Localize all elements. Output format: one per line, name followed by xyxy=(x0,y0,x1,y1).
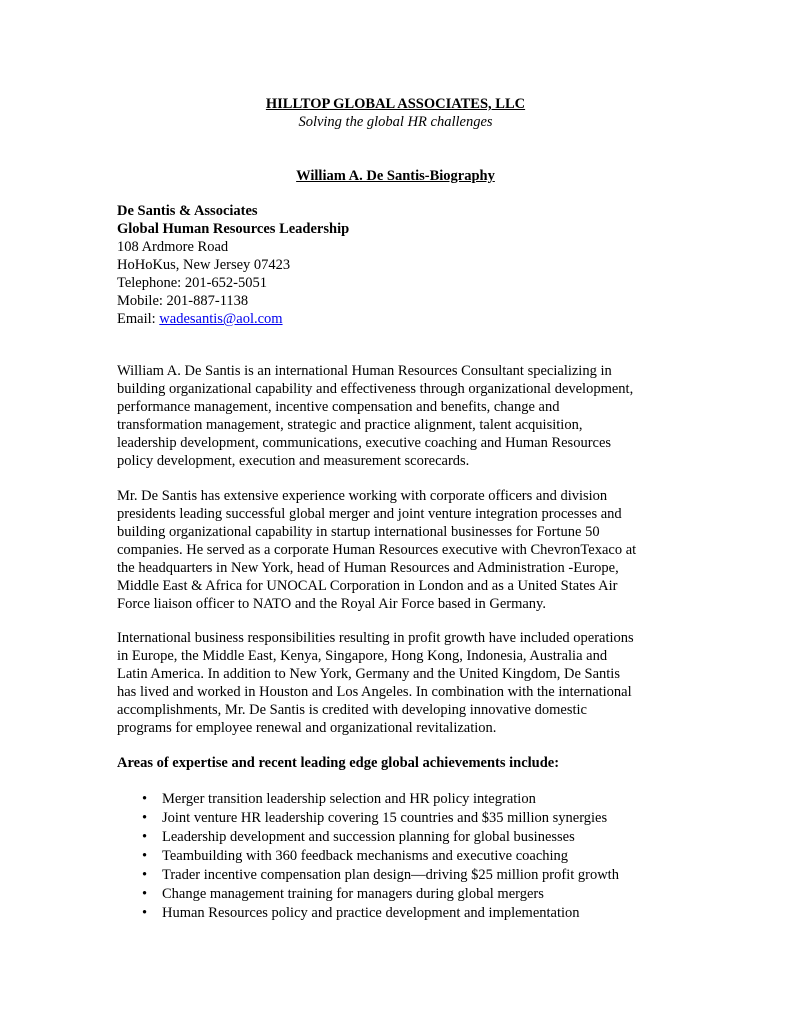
expertise-heading: Areas of expertise and recent leading edge global achievements include: xyxy=(117,755,560,771)
company-tagline: Solving the global HR challenges xyxy=(298,114,493,130)
bio-paragraph-1-line: building organizational capability and effectiveness through organizational development, xyxy=(117,381,634,397)
bio-paragraph-3-line: has lived and worked in Houston and Los Angeles. In combination with the international xyxy=(117,684,632,700)
bullet-icon: • xyxy=(142,867,148,883)
list-item xyxy=(117,809,717,828)
contact-block xyxy=(117,202,697,328)
list-item xyxy=(117,828,717,847)
list-item-text: Teambuilding with 360 feedback mechanisms and executive coaching xyxy=(162,848,569,864)
bio-paragraph-1-line: performance management, incentive compensation and benefits, change and xyxy=(117,399,560,415)
list-item xyxy=(117,885,717,904)
contact-mobile: Mobile: 201-887-1138 xyxy=(117,293,249,309)
contact-email-row xyxy=(117,310,697,328)
list-item-text: Change management training for managers during global mergers xyxy=(162,886,544,902)
bio-paragraph-3-line: programs for employee renewal and organizational revitalization. xyxy=(117,720,497,736)
bio-paragraph-1 xyxy=(117,362,697,470)
list-item-text: Human Resources policy and practice development and implementation xyxy=(162,905,580,921)
contact-email-link[interactable]: wadesantis@aol.com xyxy=(159,311,283,327)
bio-paragraph-2-line: the headquarters in New York, head of Human Resources and Administration -Europe, xyxy=(117,560,619,576)
contact-address-line2: HoHoKus, New Jersey 07423 xyxy=(117,257,291,273)
expertise-list xyxy=(117,790,717,923)
bio-paragraph-3-line: International business responsibilities resulting in profit growth have included operations xyxy=(117,630,634,646)
bullet-icon: • xyxy=(142,905,148,921)
contact-email-label: Email: xyxy=(117,311,160,327)
bio-paragraph-2 xyxy=(117,487,697,613)
bullet-icon: • xyxy=(142,829,148,845)
list-item xyxy=(117,866,717,885)
bio-paragraph-2-line: Middle East & Africa for UNOCAL Corporation in London and as a United States Air xyxy=(117,578,618,594)
bio-paragraph-3-line: in Europe, the Middle East, Kenya, Singapore, Hong Kong, Indonesia, Australia and xyxy=(117,648,608,664)
document-title: William A. De Santis-Biography xyxy=(296,168,495,184)
bio-paragraph-1-line: transformation management, strategic and practice alignment, talent acquisition, xyxy=(117,417,583,433)
list-item-text: Trader incentive compensation plan design—driving $25 million profit growth xyxy=(162,867,619,883)
bio-paragraph-3-line: accomplishments, Mr. De Santis is credited with developing innovative domestic xyxy=(117,702,587,718)
bio-paragraph-1-line: leadership development, communications, executive coaching and Human Resources xyxy=(117,435,612,451)
list-item xyxy=(117,904,717,923)
bio-paragraph-2-line: building organizational capability in startup international businesses for Fortune 50 xyxy=(117,524,600,540)
bullet-icon: • xyxy=(142,848,148,864)
bullet-icon: • xyxy=(142,810,148,826)
bio-paragraph-2-line: Mr. De Santis has extensive experience working with corporate officers and division xyxy=(117,488,608,504)
bio-paragraph-2-line: companies. He served as a corporate Human Resources executive with ChevronTexaco at xyxy=(117,542,637,558)
list-item-text: Merger transition leadership selection and HR policy integration xyxy=(162,791,536,807)
bullet-icon: • xyxy=(142,886,148,902)
bio-paragraph-2-line: presidents leading successful global merger and joint venture integration processes and xyxy=(117,506,622,522)
bio-paragraph-1-line: policy development, execution and measurement scorecards. xyxy=(117,453,470,469)
bio-paragraph-3 xyxy=(117,629,697,737)
contact-telephone: Telephone: 201-652-5051 xyxy=(117,275,267,291)
bullet-icon: • xyxy=(142,791,148,807)
bio-paragraph-1-line: William A. De Santis is an international Human Resources Consultant specializing in xyxy=(117,363,612,379)
list-item xyxy=(117,847,717,866)
list-item-text: Leadership development and succession planning for global businesses xyxy=(162,829,575,845)
list-item-text: Joint venture HR leadership covering 15 countries and $35 million synergies xyxy=(162,810,608,826)
bio-paragraph-3-line: Latin America. In addition to New York, Germany and the United Kingdom, De Santis xyxy=(117,666,620,682)
contact-org: De Santis & Associates xyxy=(117,203,258,219)
list-item xyxy=(117,790,717,809)
bio-paragraph-2-line: Force liaison officer to NATO and the Royal Air Force based in Germany. xyxy=(117,596,546,612)
contact-dept: Global Human Resources Leadership xyxy=(117,221,350,237)
contact-address-line1: 108 Ardmore Road xyxy=(117,239,229,255)
company-name: HILLTOP GLOBAL ASSOCIATES, LLC xyxy=(265,96,526,112)
